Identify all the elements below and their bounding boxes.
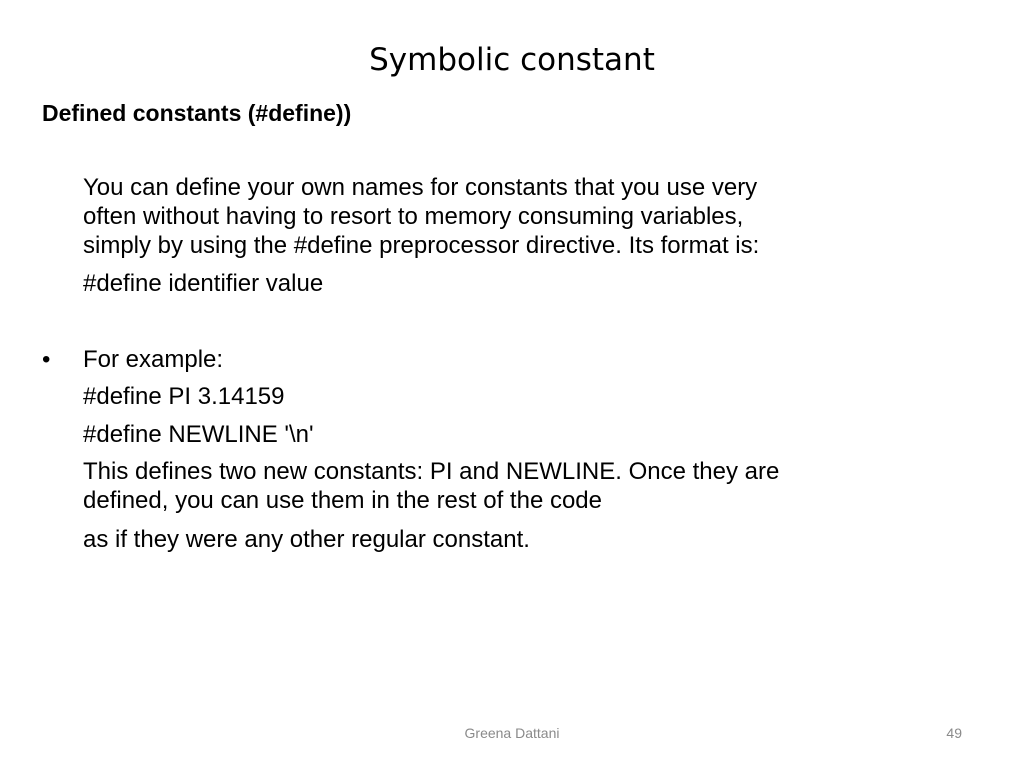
explanation-line-1: This defines two new constants: PI and NEWLINE. Once they are bbox=[83, 458, 780, 485]
slide-title: Symbolic constant bbox=[369, 42, 655, 78]
bullet-marker: • bbox=[42, 346, 51, 373]
example-line-2: #define NEWLINE '\n' bbox=[83, 421, 314, 448]
closing-line: as if they were any other regular constant. bbox=[83, 526, 530, 553]
page-number: 49 bbox=[946, 725, 962, 741]
format-line: #define identifier value bbox=[83, 270, 324, 297]
intro-line-1: You can define your own names for constants that you use very bbox=[83, 174, 758, 201]
intro-line-3: simply by using the #define preprocessor directive. Its format is: bbox=[83, 232, 760, 259]
intro-line-2: often without having to resort to memory consuming variables, bbox=[83, 203, 744, 230]
explanation-line-2: defined, you can use them in the rest of the code bbox=[83, 487, 602, 514]
example-line-1: #define PI 3.14159 bbox=[83, 383, 285, 410]
bullet-text: For example: bbox=[83, 346, 224, 373]
subheading: Defined constants (#define)) bbox=[42, 100, 352, 126]
footer-author: Greena Dattani bbox=[464, 725, 560, 741]
